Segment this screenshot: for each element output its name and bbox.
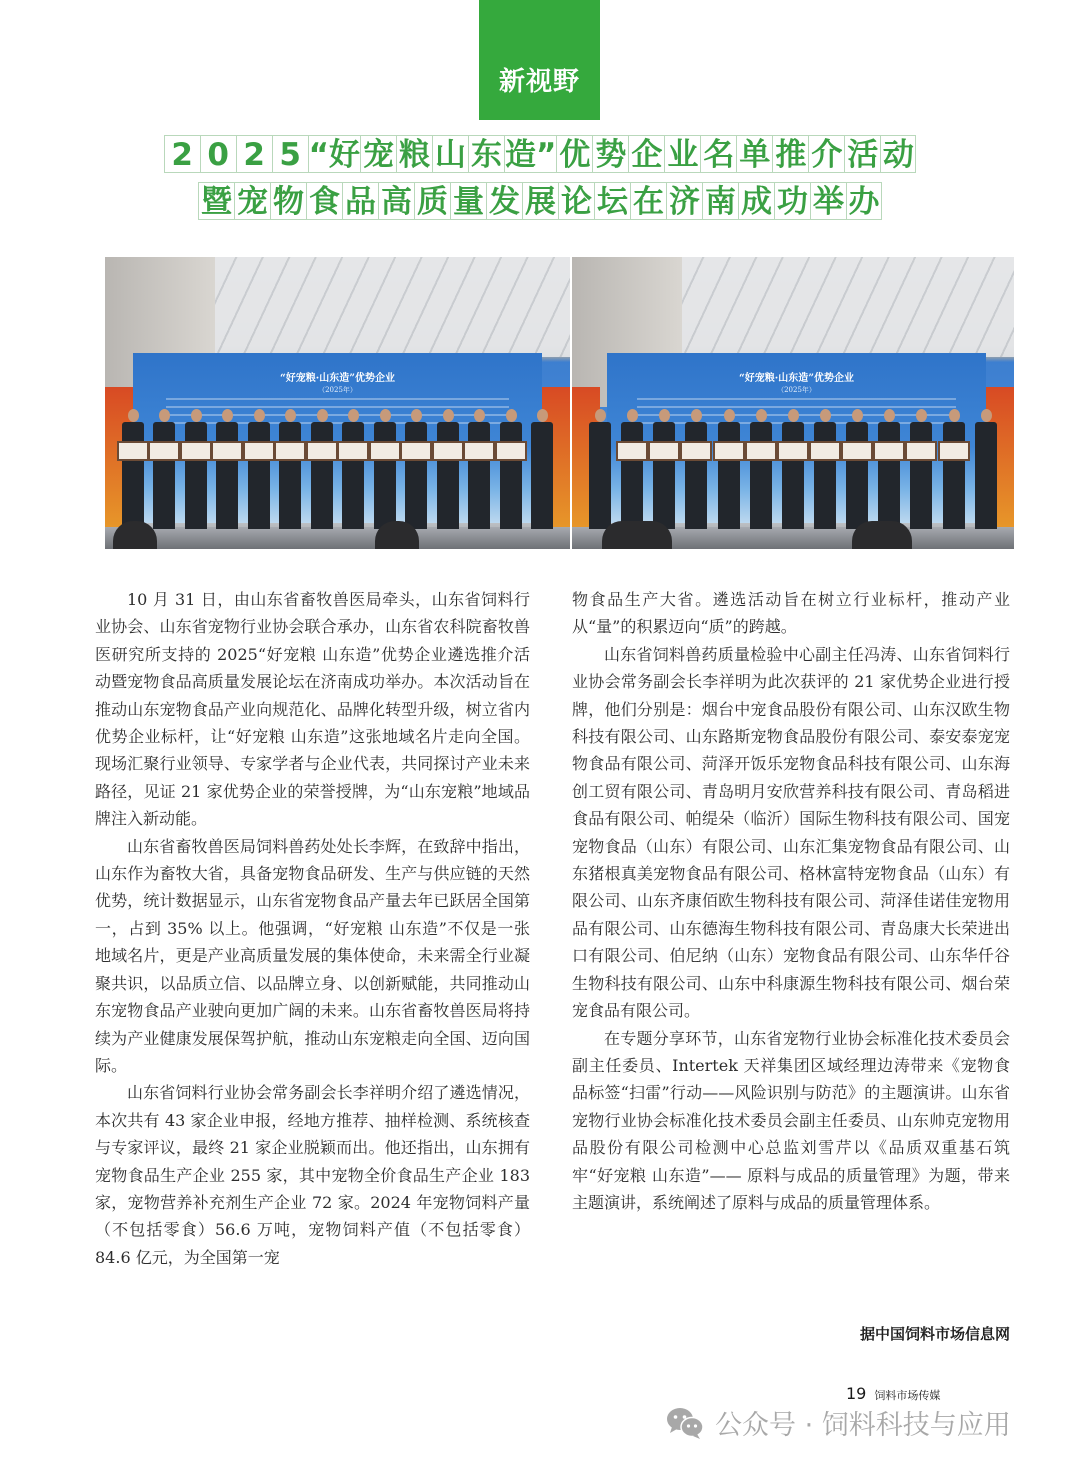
award-plaque bbox=[463, 441, 495, 461]
award-recipients bbox=[105, 409, 570, 529]
award-plaque bbox=[243, 441, 275, 461]
headline-char: 论 bbox=[558, 182, 594, 220]
headline-char: 办 bbox=[846, 182, 882, 220]
award-plaque bbox=[274, 441, 306, 461]
headline-char: 造” bbox=[505, 137, 557, 173]
award-plaque bbox=[337, 441, 369, 461]
headline-char: 单 bbox=[736, 135, 772, 173]
person bbox=[374, 409, 396, 529]
paragraph-speech: 山东省畜牧兽医局饲料兽药处处长李辉，在致辞中指出，山东作为畜牧大省，具备宠物食品研发、生产与供应链的天然优势，统计数据显示，山东省宠物食品产量去年已跃居全国第一，占到 35% 以上。他强调，“好宠粮 山东造”不仅是一张地域名片，更是产业高质量发展的集体使命，未来需全行业凝聚共识，以品质立信、以品牌立身、以创新赋能，共同推动山东宠物食品产业驶向更加广阔的未来。山东省畜牧兽医局将持续为产业健康发展保驾护航，推动山东宠粮走向全国、迈向国际。 bbox=[95, 836, 530, 1075]
person bbox=[878, 409, 900, 529]
headline-char: 南 bbox=[702, 182, 738, 220]
section-tab bbox=[479, 0, 600, 120]
person bbox=[500, 409, 522, 529]
page-number: 19 bbox=[846, 1384, 867, 1403]
headline-char: 介 bbox=[808, 135, 844, 173]
person bbox=[943, 409, 965, 529]
headline-char: 山 bbox=[432, 135, 468, 173]
person bbox=[621, 409, 643, 529]
person bbox=[589, 409, 611, 529]
headline-char: 展 bbox=[522, 182, 558, 220]
award-plaque bbox=[777, 441, 809, 461]
award-plaque bbox=[432, 441, 464, 461]
watermark-text: 公众号 · 饲料科技与应用 bbox=[715, 1410, 1011, 1441]
headline-char: 优 bbox=[556, 135, 592, 173]
headline-char: 济 bbox=[666, 182, 702, 220]
headline-char: 名 bbox=[700, 135, 736, 173]
headline-char: 东 bbox=[468, 135, 504, 173]
person bbox=[814, 409, 836, 529]
award-plaque bbox=[648, 441, 680, 461]
award-plaque bbox=[306, 441, 338, 461]
person bbox=[405, 409, 427, 529]
person bbox=[653, 409, 675, 529]
paragraph-intro: 10 月 31 日，由山东省畜牧兽医局牵头，山东省饲料行业协会、山东省宠物行业协会联合承办，山东省农科院畜牧兽医研究所支持的 2025“好宠粮 山东造”优势企业遴选推介活动暨宠物食品高质量发展论坛在济南成功举办。本次活动旨在推动山东宠物食品产业向规范化、品牌化转型升级，树立省内优势企业标杆，让“好宠粮 山东造”这张地域名片走向全国。现场汇聚行业领导、专家学者与企业代表，共同探讨产业未来路径，见证 21 家优势企业的荣誉授牌，为“山东宠粮”地域品牌注入新动能。 bbox=[95, 590, 530, 829]
award-plaque bbox=[369, 441, 401, 461]
person bbox=[782, 409, 804, 529]
award-plaque bbox=[680, 441, 712, 461]
person bbox=[437, 409, 459, 529]
award-plaque bbox=[745, 441, 777, 461]
award-plaque bbox=[938, 441, 970, 461]
headline-char: 0 bbox=[200, 135, 236, 173]
award-recipients bbox=[572, 409, 1014, 529]
award-plaque bbox=[117, 441, 149, 461]
award-plaque bbox=[400, 441, 432, 461]
event-photo-right bbox=[572, 257, 1014, 549]
headline-char: 2 bbox=[236, 135, 272, 173]
award-plaque bbox=[180, 441, 212, 461]
person bbox=[311, 409, 333, 529]
headline-char: 量 bbox=[450, 182, 486, 220]
paragraph-talks: 在专题分享环节，山东省宠物行业协会标准化技术委员会副主任委员、Intertek 天祥集团区域经理边涛带来《宠物食品标签“扫雷”行动——风险识别与防范》的主题演讲。山东省宠物行业协会标准化技术委员会副主任委员、山东帅克宠物用品股份有限公司检测中心总监刘雪芹以《品质双重基石筑牢“好宠粮 山东造”—— 原料与成品的质量管理》为题，带来主题演讲，系统阐述了原料与成品的质量管理体系。 bbox=[572, 1028, 1010, 1212]
headline-char: 成 bbox=[738, 182, 774, 220]
article-source: 据中国饲料市场信息网 bbox=[859, 1325, 1010, 1343]
event-photo-left bbox=[105, 257, 570, 549]
headline-char: 势 bbox=[592, 135, 628, 173]
person bbox=[185, 409, 207, 529]
headline-char: 暨 bbox=[198, 182, 234, 220]
award-plaque bbox=[211, 441, 243, 461]
award-plaque bbox=[495, 441, 527, 461]
award-plaque bbox=[841, 441, 873, 461]
banner-year: （2025年） bbox=[318, 386, 357, 394]
headline-char: 2 bbox=[164, 135, 200, 173]
person bbox=[685, 409, 707, 529]
magazine-name: 饲料市场传媒 bbox=[874, 1389, 941, 1402]
award-plaque bbox=[905, 441, 937, 461]
person bbox=[153, 409, 175, 529]
paragraph-continuation: 物食品生产大省。遴选活动旨在树立行业标杆，推动产业从“量”的积累迈向“质”的跨越。 bbox=[572, 590, 1010, 637]
headline-char: 功 bbox=[774, 182, 810, 220]
person bbox=[975, 409, 997, 529]
person bbox=[342, 409, 364, 529]
article-right-column bbox=[572, 586, 1010, 1216]
section-label: 新视野 bbox=[498, 67, 580, 97]
headline-char: 食 bbox=[306, 182, 342, 220]
banner-year: （2025年） bbox=[777, 386, 816, 394]
headline-char: 品 bbox=[342, 182, 378, 220]
award-plaque bbox=[809, 441, 841, 461]
headline-char: 5 bbox=[272, 135, 308, 173]
banner-title: “好宠粮·山东造”优势企业 bbox=[739, 373, 854, 384]
person bbox=[468, 409, 490, 529]
headline-char: 质 bbox=[414, 182, 450, 220]
headline-char: 举 bbox=[810, 182, 846, 220]
page-footer bbox=[846, 1384, 940, 1403]
person bbox=[910, 409, 932, 529]
headline-char: 推 bbox=[772, 135, 808, 173]
headline-char: 发 bbox=[486, 182, 522, 220]
person bbox=[248, 409, 270, 529]
headline-char: 高 bbox=[378, 182, 414, 220]
award-plaque bbox=[616, 441, 648, 461]
award-plaque bbox=[873, 441, 905, 461]
wechat-icon bbox=[665, 1406, 705, 1440]
headline-char: 粮 bbox=[396, 135, 432, 173]
headline-char: 坛 bbox=[594, 182, 630, 220]
headline-char: 动 bbox=[880, 135, 916, 173]
headline-char: 在 bbox=[630, 182, 666, 220]
wechat-watermark bbox=[665, 1403, 1011, 1442]
person bbox=[718, 409, 740, 529]
paragraph-selection: 山东省饲料行业协会常务副会长李祥明介绍了遴选情况，本次共有 43 家企业申报，经地方推荐、抽样检测、系统核查与专家评议，最终 21 家企业脱颖而出。他还指出，山东拥有宠物食品生产企业 255 家，其中宠物全价食品生产企业 183 家，宠物营养补充剂生产企业 72 家。2024 年宠物饲料产量（不包括零食）56.6 万吨，宠物饲料产值（不包括零食）84.6 亿元，为全国第一宠 bbox=[95, 1083, 530, 1267]
headline-line-1 bbox=[0, 135, 1080, 173]
person bbox=[846, 409, 868, 529]
award-plaque bbox=[713, 441, 745, 461]
headline-line-2 bbox=[0, 182, 1080, 220]
award-plaque bbox=[148, 441, 180, 461]
headline-char: 企 bbox=[628, 135, 664, 173]
paragraph-awardees: 山东省饲料兽药质量检验中心副主任冯涛、山东省饲料行业协会常务副会长李祥明为此次获评的 21 家优势企业进行授牌，他们分别是：烟台中宠食品股份有限公司、山东汉欧生物科技有限公司、山东路斯宠物食品股份有限公司、泰安泰宠宠物食品有限公司、菏泽开饭乐宠物食品科技有限公司、山东海创工贸有限公司、青岛明月安欣营养科技有限公司、青岛稻进食品有限公司、帕缇朵（临沂）国际生物科技有限公司、国宠宠物食品（山东）有限公司、山东汇集宠物食品有限公司、山东猪根真美宠物食品有限公司、格林富特宠物食品（山东）有限公司、山东齐康佰欧生物科技有限公司、菏泽佳诺佳宠物用品有限公司、山东德海生物科技有限公司、青岛康大长荣进出口有限公司、伯尼纳（山东）宠物食品有限公司、山东华仟谷生物科技有限公司、山东中科康源生物科技有限公司、烟台荣宠食品有限公司。 bbox=[572, 644, 1010, 1021]
person bbox=[122, 409, 144, 529]
person bbox=[279, 409, 301, 529]
article-left-column bbox=[95, 586, 530, 1271]
person bbox=[750, 409, 772, 529]
headline-char: 宠 bbox=[360, 135, 396, 173]
headline-char: 物 bbox=[270, 182, 306, 220]
headline-char: 活 bbox=[844, 135, 880, 173]
banner-title: “好宠粮·山东造”优势企业 bbox=[280, 373, 395, 384]
headline-char: 业 bbox=[664, 135, 700, 173]
headline-char: 宠 bbox=[234, 182, 270, 220]
headline-char: “好 bbox=[308, 137, 360, 173]
person bbox=[531, 409, 553, 529]
person bbox=[216, 409, 238, 529]
